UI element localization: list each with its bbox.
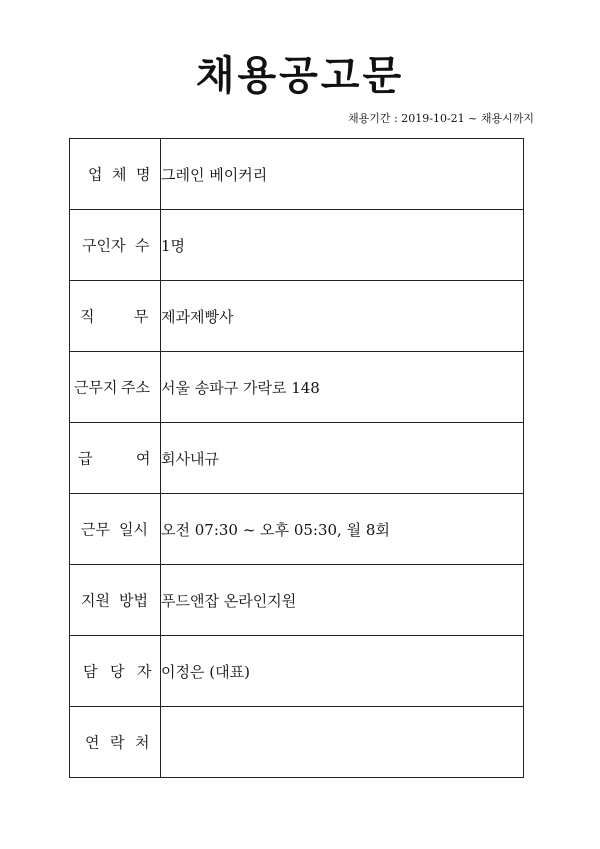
table-row	[70, 139, 524, 210]
label-part: 급	[78, 449, 93, 468]
label-part: 체	[112, 165, 127, 184]
value-phone	[161, 707, 524, 778]
table-row	[70, 281, 524, 352]
table-row	[70, 636, 524, 707]
label-contact-person	[70, 636, 161, 707]
label-part: 락	[110, 733, 125, 752]
value-workplace: 서울 송파구 가락로 148	[161, 352, 524, 423]
label-part: 업	[88, 165, 103, 184]
value-apply-method: 푸드앤잡 온라인지원	[161, 565, 524, 636]
table-row	[70, 352, 524, 423]
label-workplace	[70, 352, 161, 423]
label-part: 수	[135, 236, 150, 255]
value-worktime: 오전 07:30 ~ 오후 05:30, 월 8회	[161, 494, 524, 565]
label-part: 당	[110, 662, 125, 681]
label-part: 일시	[119, 520, 148, 539]
table-row	[70, 423, 524, 494]
value-company: 그레인 베이커리	[161, 139, 524, 210]
label-part: 주소	[121, 378, 150, 397]
label-company	[70, 139, 161, 210]
label-salary	[70, 423, 161, 494]
label-part: 처	[135, 733, 150, 752]
label-part: 방법	[119, 591, 148, 610]
page-title: 채용공고문	[195, 52, 405, 99]
label-part: 무	[134, 307, 149, 326]
label-phone	[70, 707, 161, 778]
value-salary: 회사내규	[161, 423, 524, 494]
recruitment-period: 채용기간 : 2019-10-21 ~ 채용시까지	[348, 112, 534, 125]
label-headcount	[70, 210, 161, 281]
label-part: 여	[136, 449, 151, 468]
label-part: 담	[83, 662, 98, 681]
table-row	[70, 494, 524, 565]
value-position: 제과제빵사	[161, 281, 524, 352]
label-part: 지원	[81, 591, 110, 610]
label-worktime	[70, 494, 161, 565]
table-row	[70, 707, 524, 778]
label-part: 연	[85, 733, 100, 752]
label-part: 근무지	[74, 378, 118, 397]
label-apply-method	[70, 565, 161, 636]
label-position	[70, 281, 161, 352]
label-part: 직	[80, 307, 95, 326]
label-part: 근무	[81, 520, 110, 539]
label-part: 구인자	[82, 236, 126, 255]
value-headcount: 1명	[161, 210, 524, 281]
job-info-table	[69, 138, 524, 778]
label-part: 명	[136, 165, 151, 184]
value-contact-person: 이정은 (대표)	[161, 636, 524, 707]
label-part: 자	[137, 662, 152, 681]
table-row	[70, 210, 524, 281]
table-row	[70, 565, 524, 636]
